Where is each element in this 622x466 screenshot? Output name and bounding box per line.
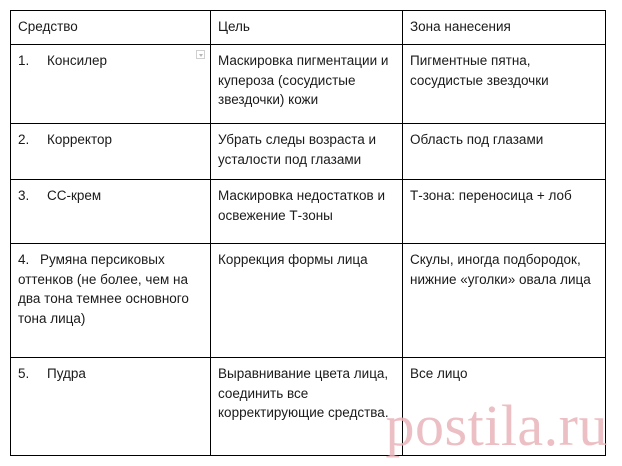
row-number: 5.	[18, 366, 30, 381]
table-header-row	[11, 11, 606, 45]
table-row	[11, 124, 606, 180]
product-cell	[11, 180, 211, 244]
table-row	[11, 244, 606, 358]
product-cell	[11, 244, 211, 358]
dropdown-toggle-icon[interactable]	[196, 50, 205, 59]
watermark-logo: postila.ru	[385, 393, 608, 458]
row-number: 1.	[18, 53, 30, 68]
goal-cell: Выравнивание цвета лица, соединить все корректирующие средства.	[211, 358, 403, 456]
zone-cell: Скулы, иногда подбородок, нижние «уголки» овала лица	[403, 244, 606, 358]
product-cell	[11, 358, 211, 456]
header-cell-goal: Цель	[211, 11, 403, 45]
goal-cell: Маскировка пигментации и купероза (сосудистые звездочки) кожи	[211, 45, 403, 124]
goal-cell: Убрать следы возраста и усталости под глазами	[211, 124, 403, 180]
table-row	[11, 358, 606, 456]
zone-cell: Пигментные пятна, сосудистые звездочки	[403, 45, 606, 124]
goal-cell: Маскировка недостатков и освежение Т-зоны	[211, 180, 403, 244]
zone-cell: Область под глазами	[403, 124, 606, 180]
product-name: Корректор	[47, 132, 113, 147]
product-name: Пудра	[47, 366, 86, 381]
product-name: Румяна персиковых оттенков (не более, чем на два тона темнее основного тона лица)	[18, 252, 189, 326]
cosmetics-table	[10, 10, 606, 456]
row-number: 2.	[18, 132, 30, 147]
zone-cell: Все лицо	[403, 358, 606, 456]
table-row	[11, 45, 606, 124]
product-cell	[11, 45, 211, 124]
header-cell-zone: Зона нанесения	[403, 11, 606, 45]
product-name: Консилер	[47, 53, 108, 68]
product-name: СС-крем	[47, 188, 102, 203]
table-row	[11, 180, 606, 244]
row-number: 3.	[18, 188, 30, 203]
zone-cell: Т-зона: переносица + лоб	[403, 180, 606, 244]
product-cell	[11, 124, 211, 180]
header-cell-product: Средство	[11, 11, 211, 45]
goal-cell: Коррекция формы лица	[211, 244, 403, 358]
row-number: 4.	[18, 252, 30, 267]
